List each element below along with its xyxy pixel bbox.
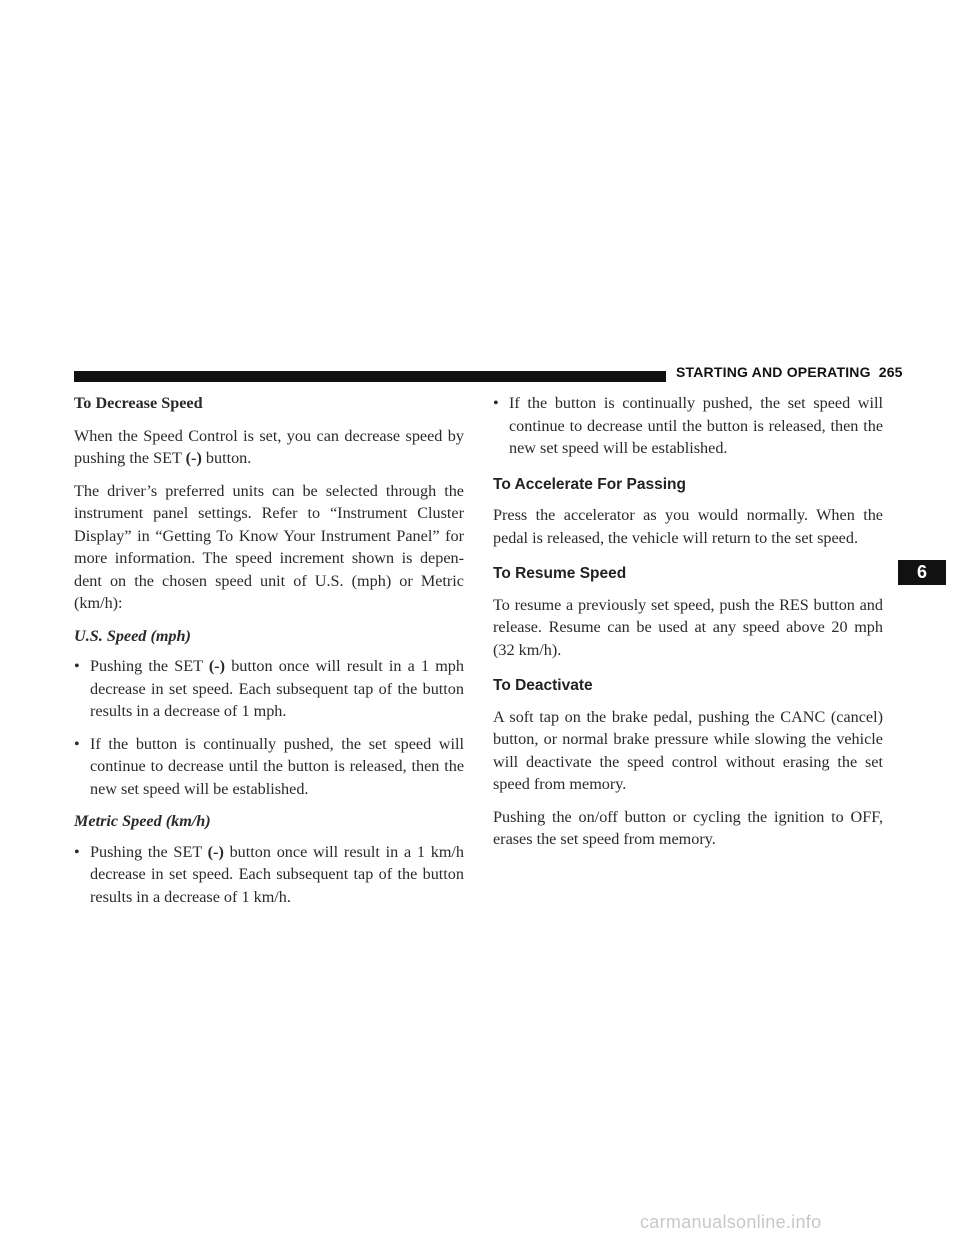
deactivate-heading: To Deactivate xyxy=(493,677,593,694)
paragraph: The driver’s preferred units can be selected through the instrument panel settings. Refer to “Instrument Cluster Display” in “Getting To Know Your Instrument Panel” for more information. The speed increment shown is depen-dent on the chosen speed unit of U.S. (mph) or Metric (km/h): xyxy=(74,481,464,612)
set-minus-label: (-) xyxy=(207,842,224,861)
running-header xyxy=(676,364,903,380)
list-item: • If the button is continually pushed, the set speed will continue to decrease until the button is released, then the new set speed will be established. xyxy=(74,733,464,801)
paragraph: Press the accelerator as you would normally. When the pedal is released, the vehicle will return to the set speed. xyxy=(493,506,883,547)
paragraph: To resume a previously set speed, push the RES button and release. Resume can be used at any speed above 20 mph (32 km/h). xyxy=(493,595,883,659)
page-number: 265 xyxy=(878,364,903,380)
us-speed-heading: U.S. Speed (mph) xyxy=(74,626,191,645)
set-minus-label: (-) xyxy=(185,449,202,467)
chapter-tab: 6 xyxy=(898,560,946,585)
bullet-icon: • xyxy=(74,842,80,861)
resume-heading: To Resume Speed xyxy=(493,565,627,582)
right-column xyxy=(493,392,883,861)
paragraph: A soft tap on the brake pedal, pushing the CANC (cancel) button, or normal brake pressure while slowing the vehicle will deactivate the speed control without erasing the set speed from memory. xyxy=(493,707,883,793)
decrease-speed-heading: To Decrease Speed xyxy=(74,394,203,412)
watermark: carmanualsonline.info xyxy=(640,1212,822,1232)
header-rule xyxy=(74,371,666,382)
bullet-icon: • xyxy=(74,657,80,675)
accelerate-heading: To Accelerate For Passing xyxy=(493,475,686,493)
bullet-icon: • xyxy=(493,394,499,412)
list-item: • If the button is continually pushed, the set speed will continue to decrease until the button is released, then the new set speed will be established. xyxy=(493,392,883,460)
paragraph: When the Speed Control is set, you can decrease speed by pushing the SET (-) button. xyxy=(74,426,464,467)
list-item: • Pushing the SET (-) button once will result in a 1 km/h decrease in set speed. Each subsequent tap of the button results in a decrease of 1 km/h. xyxy=(74,841,464,909)
bullet-icon: • xyxy=(74,734,80,753)
paragraph: Pushing the on/off button or cycling the ignition to OFF, erases the set speed from memory. xyxy=(493,807,883,848)
set-minus-label: (-) xyxy=(208,657,226,675)
left-column xyxy=(74,392,464,918)
list-item: • Pushing the SET (-) button once will result in a 1 mph decrease in set speed. Each subsequent tap of the button results in a decrease of 1 mph. xyxy=(74,655,464,723)
metric-speed-heading: Metric Speed (km/h) xyxy=(74,812,211,830)
section-title: STARTING AND OPERATING xyxy=(676,364,871,380)
